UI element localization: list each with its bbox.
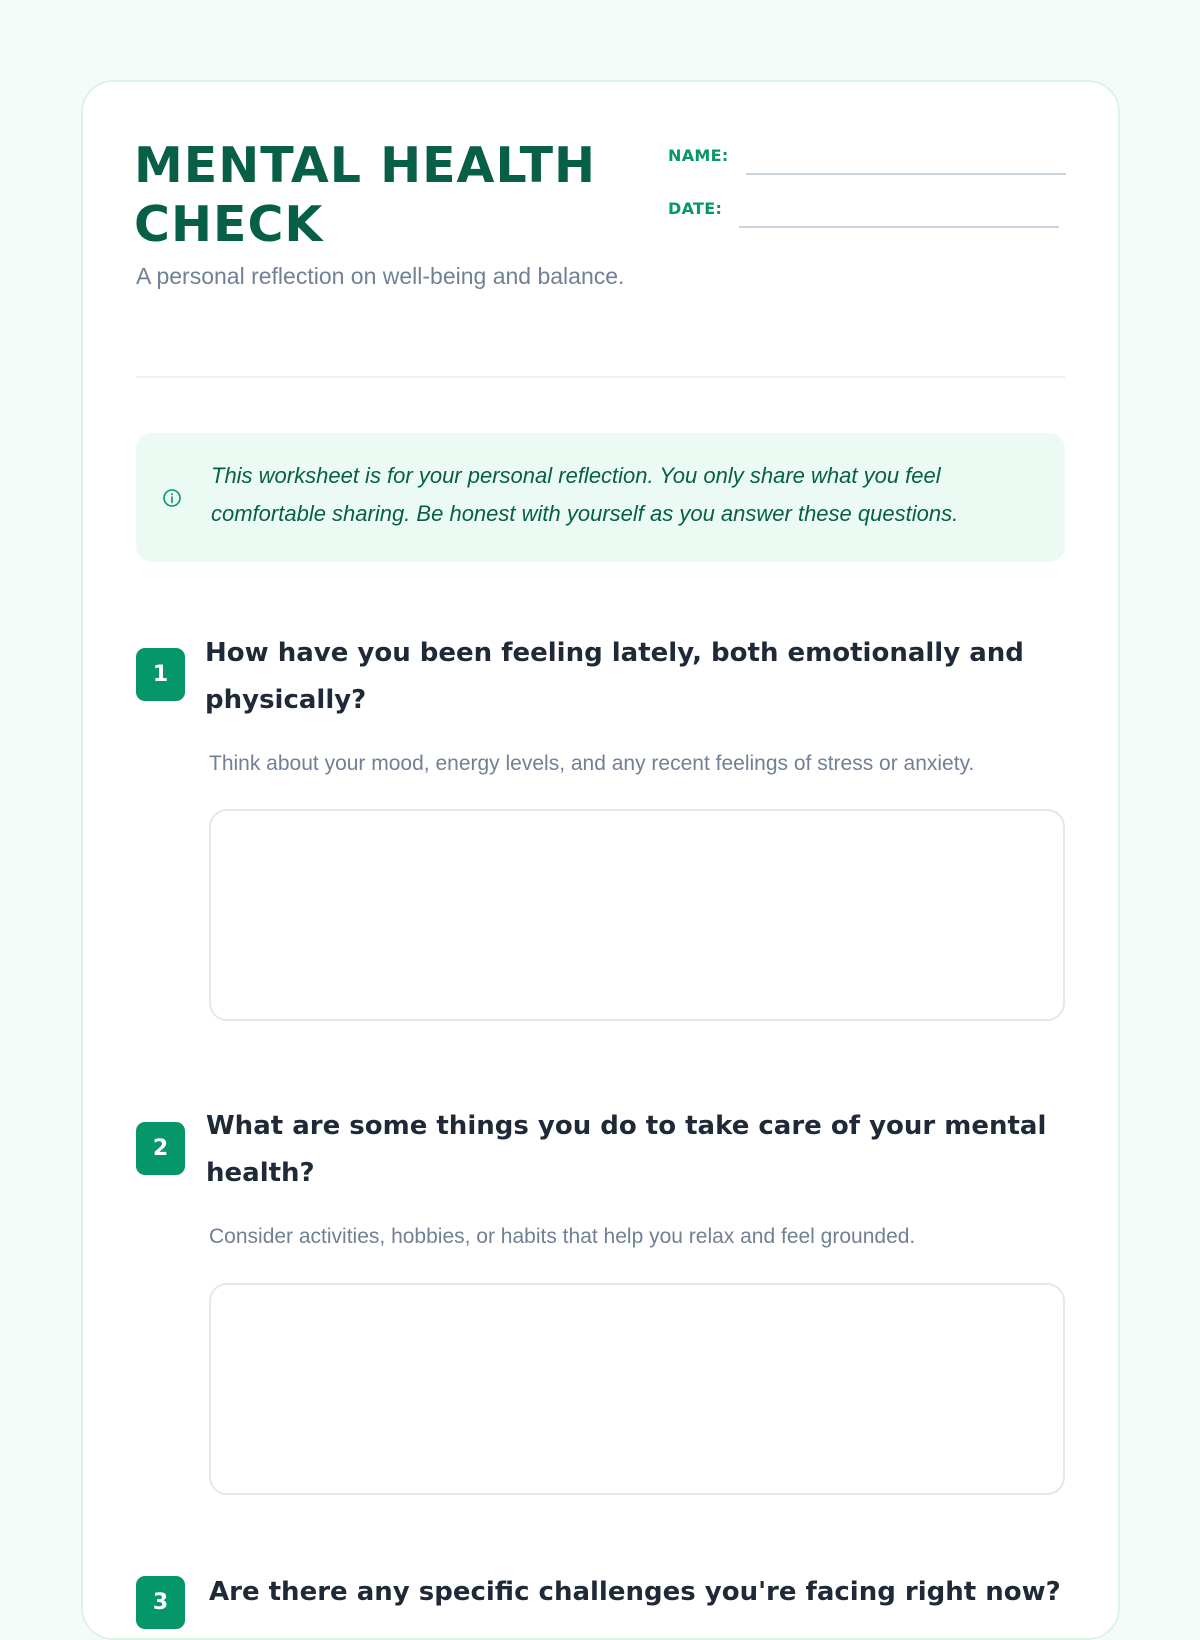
question-number-badge: 2	[136, 1122, 185, 1175]
question-number-badge: 1	[136, 648, 185, 701]
date-field[interactable]	[739, 226, 1059, 228]
header-divider	[136, 376, 1065, 378]
note-text: This worksheet is for your personal reflection. You only share what you feel comfortable sharing. Be honest with yourself as you answer these questions.	[211, 463, 959, 526]
question-number-badge: 3	[136, 1576, 185, 1629]
page-subtitle: A personal reflection on well-being and balance.	[136, 263, 625, 289]
info-circle-icon	[162, 488, 182, 508]
name-label: NAME:	[668, 146, 729, 165]
question-hint: Consider activities, hobbies, or habits that help you relax and feel grounded.	[209, 1225, 916, 1248]
question-text: How have you been feeling lately, both emotionally and physically?	[205, 638, 1024, 715]
question-text: What are some things you do to take care of your mental health?	[206, 1111, 1047, 1188]
info-note	[136, 433, 1065, 562]
answer-textarea[interactable]	[209, 809, 1065, 1021]
page-title: MENTAL HEALTH CHECK	[134, 137, 597, 253]
date-label: DATE:	[668, 199, 723, 218]
question-text: Are there any specific challenges you're facing right now?	[209, 1577, 1061, 1607]
answer-textarea[interactable]	[209, 1283, 1065, 1495]
question-hint: Think about your mood, energy levels, and any recent feelings of stress or anxiety.	[209, 752, 975, 775]
name-field[interactable]	[746, 173, 1066, 175]
